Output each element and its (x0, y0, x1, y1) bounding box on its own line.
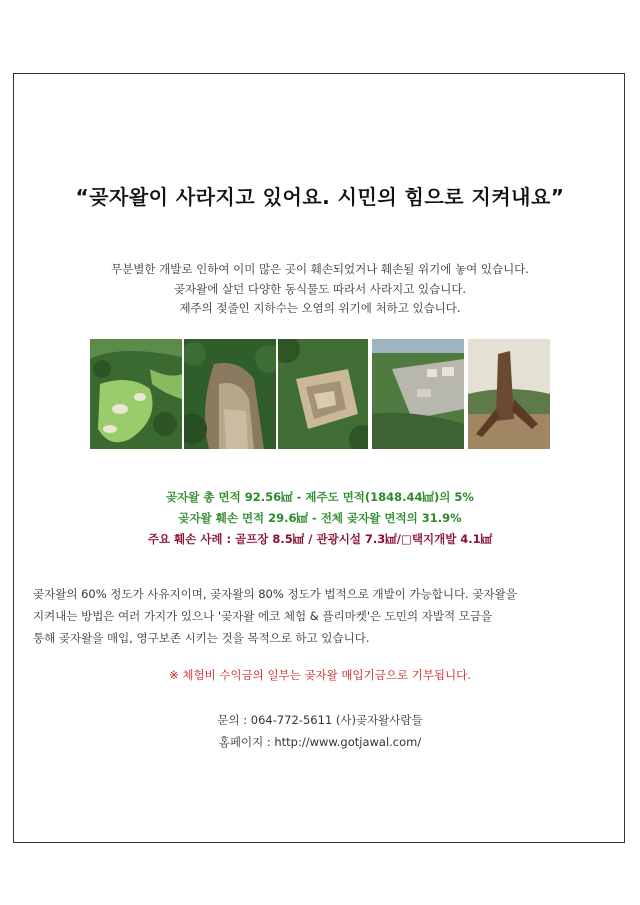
contact-info (0, 709, 640, 753)
body-line: 곶자왈의 60% 정도가 사유지이며, 곶자왈의 80% 정도가 법적으로 개발이 가능합니다. 곶자왈을 (33, 587, 517, 601)
contact-phone: 문의 : 064-772-5611 (사)곶자왈사람들 (217, 713, 423, 727)
intro-line: 제주의 젖줄인 지하수는 오염의 위기에 처하고 있습니다. (179, 301, 461, 315)
quarry-photo (184, 339, 276, 449)
body-line: 통해 곶자왈을 매입, 영구보존 시키는 것을 목적으로 하고 있습니다. (33, 631, 370, 645)
intro-line: 무분별한 개발로 인하여 이미 많은 곳이 훼손되었거나 훼손될 위기에 놓여 있습니다. (111, 262, 529, 276)
golf-course-photo (90, 339, 182, 449)
tourist-facility-photo (372, 339, 464, 449)
statistics (0, 487, 640, 550)
donation-notice: ※ 체험비 수익금의 일부는 곶자왈 매입기금으로 기부됩니다. (169, 668, 471, 682)
body-line: 지켜내는 방법은 여러 가지가 있으나 '곶자왈 에코 체험 & 플리마켓'은 도민의 자발적 모금을 (33, 609, 493, 623)
felled-tree-photo (468, 339, 550, 449)
cleared-site-photo (278, 339, 368, 449)
body-paragraph (33, 583, 607, 649)
intro-line: 곶자왈에 살던 다양한 동식물도 따라서 사라지고 있습니다. (173, 281, 467, 296)
damaged-area-stat: 곶자왈 훼손 면적 29.6㎢ - 전체 곶자왈 면적의 31.9% (178, 511, 462, 525)
page-title: “곶자왈이 사라지고 있어요. 시민의 힘으로 지켜내요” (75, 185, 565, 209)
contact-homepage[interactable]: 홈페이지 : http://www.gotjawal.com/ (218, 735, 422, 749)
damage-cases-stat: 주요 훼손 사례 : 골프장 8.5㎢ / 관광시설 7.3㎢/□택지개발 4.1㎢ (147, 532, 493, 546)
photo-strip (90, 339, 550, 449)
intro-text (0, 260, 640, 319)
total-area-stat: 곶자왈 총 면적 92.56㎢ - 제주도 면적(1848.44㎢)의 5% (166, 490, 474, 504)
